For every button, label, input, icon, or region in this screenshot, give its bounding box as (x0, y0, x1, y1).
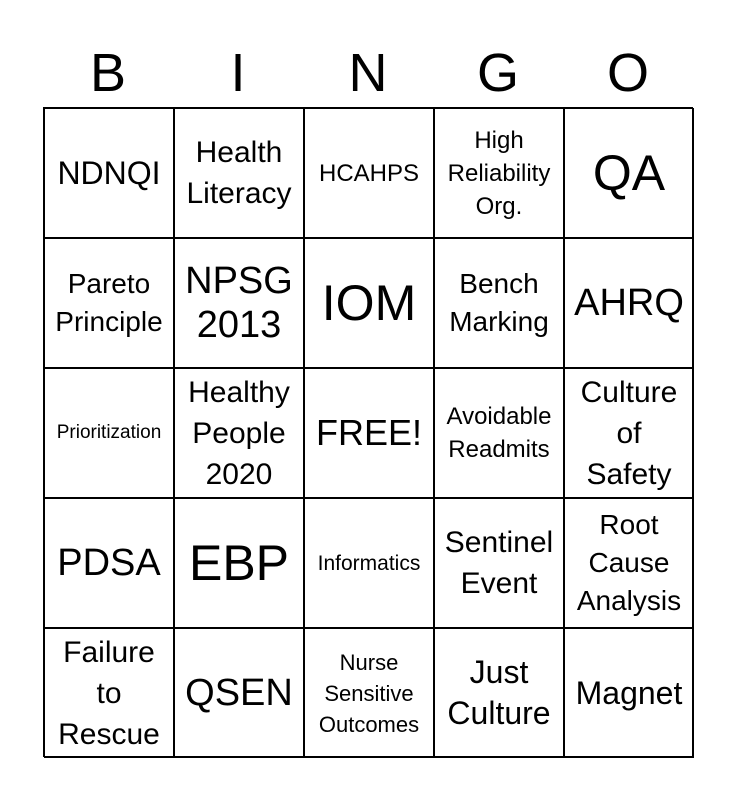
bingo-cell-r4-c4[interactable]: Magnet (564, 628, 694, 758)
header-letter-o: O (606, 43, 649, 103)
bingo-cell-r3-c1[interactable]: EBP (174, 498, 304, 628)
bingo-cell-r2-c0[interactable]: Prioritization (44, 368, 174, 498)
bingo-cell-r0-c2[interactable]: HCAHPS (304, 108, 434, 238)
bingo-cell-r3-c3[interactable]: Sentinel Event (434, 498, 564, 628)
bingo-cell-r3-c0[interactable]: PDSA (44, 498, 174, 628)
header-letter-g: G (476, 43, 519, 103)
header-letter-i: I (230, 43, 246, 103)
bingo-cell-r0-c4[interactable]: QA (564, 108, 694, 238)
bingo-cell-r2-c2[interactable]: FREE! (304, 368, 434, 498)
bingo-cell-r0-c3[interactable]: High Reliability Org. (434, 108, 564, 238)
bingo-cell-r0-c1[interactable]: Health Literacy (174, 108, 304, 238)
header-letter-n: N (348, 43, 388, 103)
bingo-cell-r2-c3[interactable]: Avoidable Readmits (434, 368, 564, 498)
header-letter-b: B (89, 43, 127, 103)
bingo-cell-r1-c2[interactable]: IOM (304, 238, 434, 368)
bingo-cell-r2-c4[interactable]: Culture of Safety (564, 368, 694, 498)
bingo-cell-r3-c2[interactable]: Informatics (304, 498, 434, 628)
bingo-cell-r1-c0[interactable]: Pareto Principle (44, 238, 174, 368)
bingo-cell-r1-c1[interactable]: NPSG 2013 (174, 238, 304, 368)
bingo-cell-r4-c3[interactable]: Just Culture (434, 628, 564, 758)
bingo-cell-r4-c2[interactable]: Nurse Sensitive Outcomes (304, 628, 434, 758)
bingo-cell-r2-c1[interactable]: Healthy People 2020 (174, 368, 304, 498)
bingo-cell-r4-c0[interactable]: Failure to Rescue (44, 628, 174, 758)
bingo-card-grid (43, 107, 693, 757)
bingo-header (43, 40, 693, 106)
bingo-cell-r4-c1[interactable]: QSEN (174, 628, 304, 758)
bingo-cell-r0-c0[interactable]: NDNQI (44, 108, 174, 238)
bingo-cell-r1-c4[interactable]: AHRQ (564, 238, 694, 368)
bingo-cell-r3-c4[interactable]: Root Cause Analysis (564, 498, 694, 628)
bingo-cell-r1-c3[interactable]: Bench Marking (434, 238, 564, 368)
